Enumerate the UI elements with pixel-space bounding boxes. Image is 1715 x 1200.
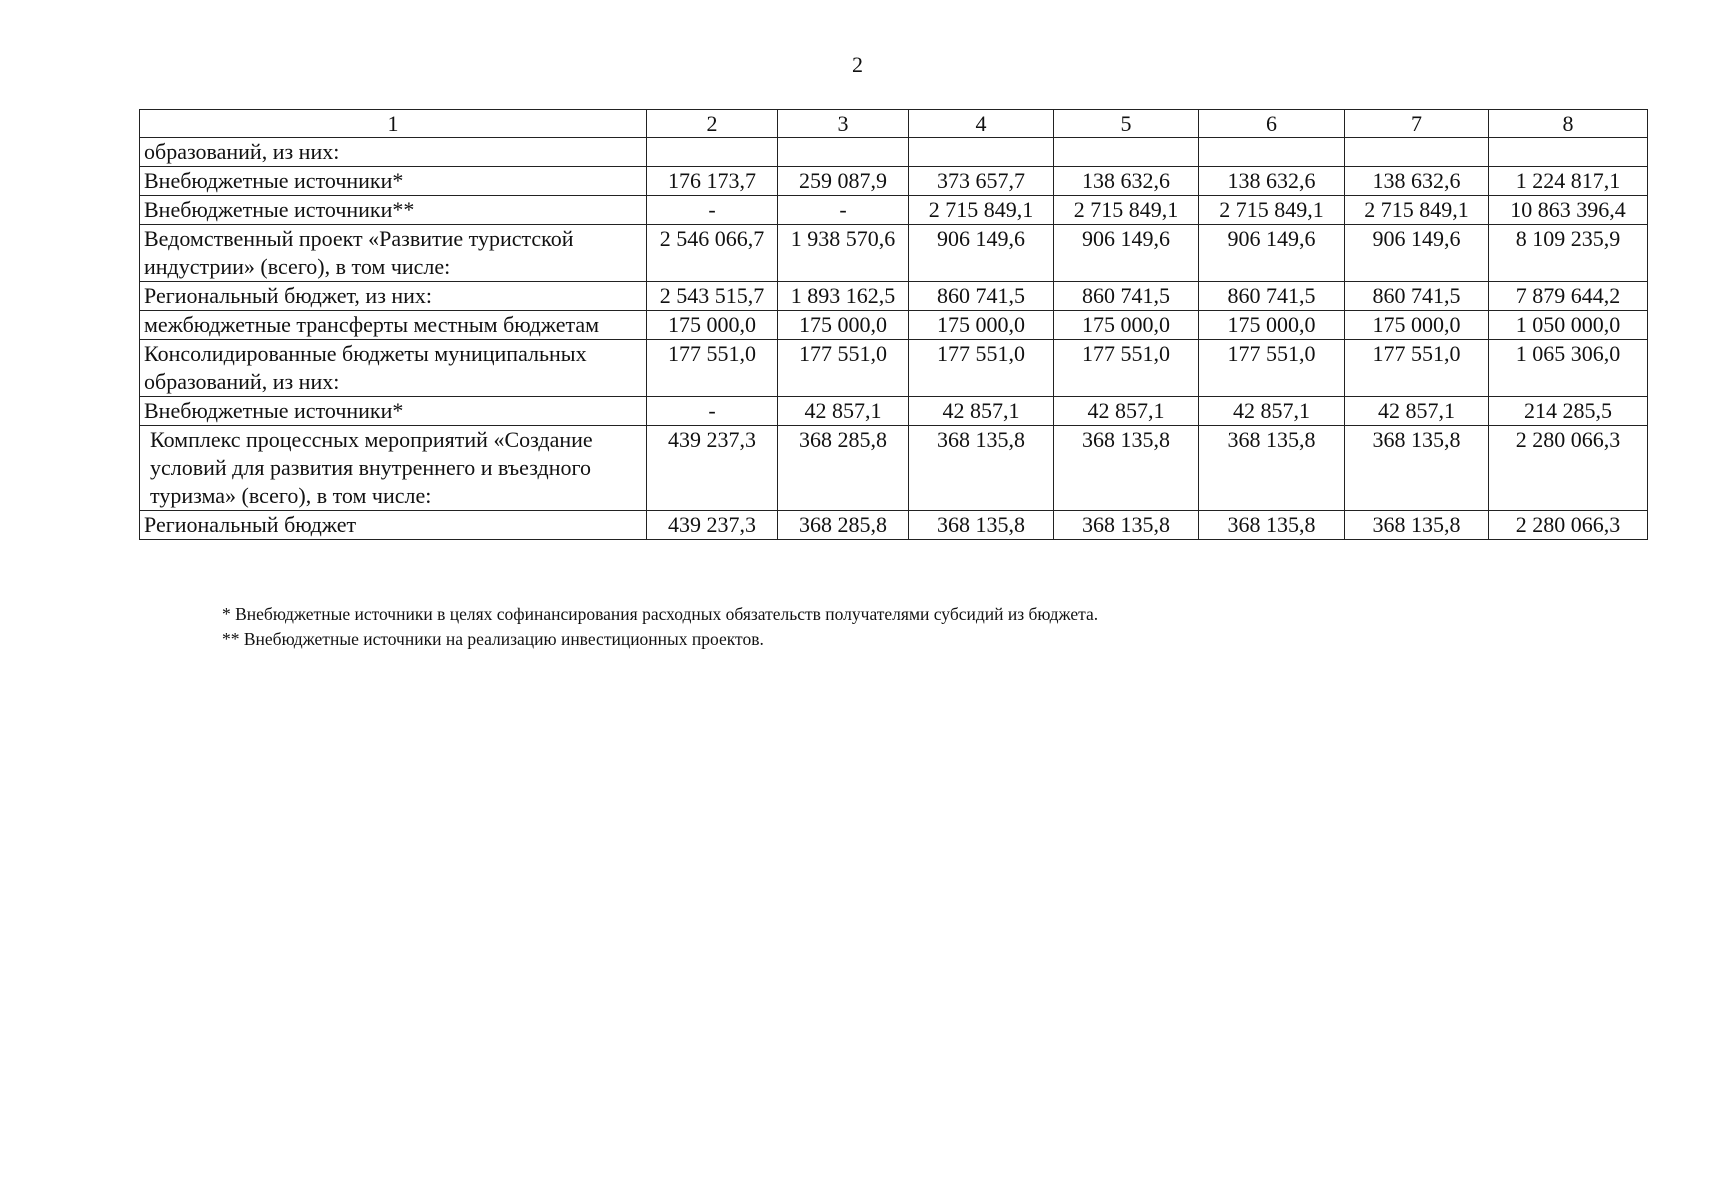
table-cell: 860 741,5	[1054, 282, 1199, 311]
table-cell: 439 237,3	[647, 511, 778, 540]
table-cell: 175 000,0	[647, 311, 778, 340]
row-label: Консолидированные бюджеты муниципальных образований, из них:	[140, 340, 647, 397]
table-cell: 177 551,0	[1199, 340, 1345, 397]
table-cell: 177 551,0	[647, 340, 778, 397]
table-cell: 175 000,0	[778, 311, 909, 340]
column-header: 8	[1489, 110, 1648, 138]
footnote-double-asterisk: ** Внебюджетные источники на реализацию инвестиционных проектов.	[222, 629, 764, 649]
table-cell: 906 149,6	[1199, 225, 1345, 282]
column-header: 3	[778, 110, 909, 138]
table-row	[140, 511, 1648, 540]
table-cell: 368 135,8	[1199, 426, 1345, 511]
table-cell: 1 050 000,0	[1489, 311, 1648, 340]
table-cell: 860 741,5	[1199, 282, 1345, 311]
table-cell: 2 546 066,7	[647, 225, 778, 282]
table-cell: 42 857,1	[1054, 397, 1199, 426]
table-cell: 2 715 849,1	[1199, 196, 1345, 225]
table-row	[140, 282, 1648, 311]
table-cell: 175 000,0	[1199, 311, 1345, 340]
footnotes	[222, 602, 1098, 652]
table-cell: 259 087,9	[778, 167, 909, 196]
row-label: Внебюджетные источники**	[140, 196, 647, 225]
table-row	[140, 311, 1648, 340]
table-cell: 1 224 817,1	[1489, 167, 1648, 196]
table-cell: 138 632,6	[1054, 167, 1199, 196]
table-cell: 2 543 515,7	[647, 282, 778, 311]
table-row	[140, 397, 1648, 426]
row-label: межбюджетные трансферты местным бюджетам	[140, 311, 647, 340]
table-row	[140, 138, 1648, 167]
table-cell: 176 173,7	[647, 167, 778, 196]
row-label: Комплекс процессных мероприятий «Создание условий для развития внутреннего и въездного туризма» (всего), в том числе:	[140, 426, 647, 511]
table-cell: -	[647, 397, 778, 426]
row-label: образований, из них:	[140, 138, 647, 167]
table-cell: 2 715 849,1	[1054, 196, 1199, 225]
row-label: Внебюджетные источники*	[140, 167, 647, 196]
row-label: Региональный бюджет	[140, 511, 647, 540]
column-header: 2	[647, 110, 778, 138]
table-cell	[1489, 138, 1648, 167]
table-cell: 368 135,8	[909, 511, 1054, 540]
table-cell: 8 109 235,9	[1489, 225, 1648, 282]
column-header: 6	[1199, 110, 1345, 138]
table-cell: 42 857,1	[909, 397, 1054, 426]
table-cell	[778, 138, 909, 167]
table-cell: 368 135,8	[1345, 511, 1489, 540]
table-row	[140, 167, 1648, 196]
table-cell	[909, 138, 1054, 167]
budget-table	[139, 109, 1648, 540]
row-label: Ведомственный проект «Развитие туристской индустрии» (всего), в том числе:	[140, 225, 647, 282]
row-label: Региональный бюджет, из них:	[140, 282, 647, 311]
table-cell: -	[647, 196, 778, 225]
table-cell: 138 632,6	[1345, 167, 1489, 196]
table-cell: 2 280 066,3	[1489, 426, 1648, 511]
row-label: Внебюджетные источники*	[140, 397, 647, 426]
footnote-single-asterisk: * Внебюджетные источники в целях софинансирования расходных обязательств получателями субсидий из бюджета.	[222, 604, 1099, 624]
table-cell: 1 893 162,5	[778, 282, 909, 311]
column-header: 7	[1345, 110, 1489, 138]
table-cell: 7 879 644,2	[1489, 282, 1648, 311]
table-cell	[1199, 138, 1345, 167]
table-cell: 2 715 849,1	[1345, 196, 1489, 225]
table-row	[140, 426, 1648, 511]
table-cell: 1 938 570,6	[778, 225, 909, 282]
table-header-row	[140, 110, 1648, 138]
table-cell: 177 551,0	[778, 340, 909, 397]
table-cell: 368 285,8	[778, 511, 909, 540]
table-cell: 175 000,0	[1054, 311, 1199, 340]
table-cell: 368 135,8	[1054, 511, 1199, 540]
table-cell: 906 149,6	[909, 225, 1054, 282]
table-cell: 906 149,6	[1054, 225, 1199, 282]
table-cell: 214 285,5	[1489, 397, 1648, 426]
table-cell: 175 000,0	[1345, 311, 1489, 340]
table-cell	[1054, 138, 1199, 167]
table-cell: 177 551,0	[1345, 340, 1489, 397]
table-cell: 860 741,5	[1345, 282, 1489, 311]
table-cell: 2 715 849,1	[909, 196, 1054, 225]
page-number: 2	[852, 52, 863, 77]
table-cell: 906 149,6	[1345, 225, 1489, 282]
table-cell: 439 237,3	[647, 426, 778, 511]
column-header: 4	[909, 110, 1054, 138]
table-cell: 368 135,8	[1199, 511, 1345, 540]
table-cell: 368 135,8	[909, 426, 1054, 511]
table-cell: 177 551,0	[909, 340, 1054, 397]
table-cell: 1 065 306,0	[1489, 340, 1648, 397]
table-cell: 368 135,8	[1345, 426, 1489, 511]
table-row	[140, 196, 1648, 225]
table-cell: -	[778, 196, 909, 225]
table-cell: 860 741,5	[909, 282, 1054, 311]
table-cell: 42 857,1	[1345, 397, 1489, 426]
table-cell: 2 280 066,3	[1489, 511, 1648, 540]
table-cell	[1345, 138, 1489, 167]
table-cell: 42 857,1	[778, 397, 909, 426]
table-cell: 10 863 396,4	[1489, 196, 1648, 225]
column-header: 5	[1054, 110, 1199, 138]
table-cell: 138 632,6	[1199, 167, 1345, 196]
column-header: 1	[140, 110, 647, 138]
table-cell: 177 551,0	[1054, 340, 1199, 397]
table-cell: 175 000,0	[909, 311, 1054, 340]
table-row	[140, 225, 1648, 282]
table-cell: 42 857,1	[1199, 397, 1345, 426]
table-cell: 368 135,8	[1054, 426, 1199, 511]
table-row	[140, 340, 1648, 397]
table-cell: 373 657,7	[909, 167, 1054, 196]
table-cell	[647, 138, 778, 167]
table-cell: 368 285,8	[778, 426, 909, 511]
